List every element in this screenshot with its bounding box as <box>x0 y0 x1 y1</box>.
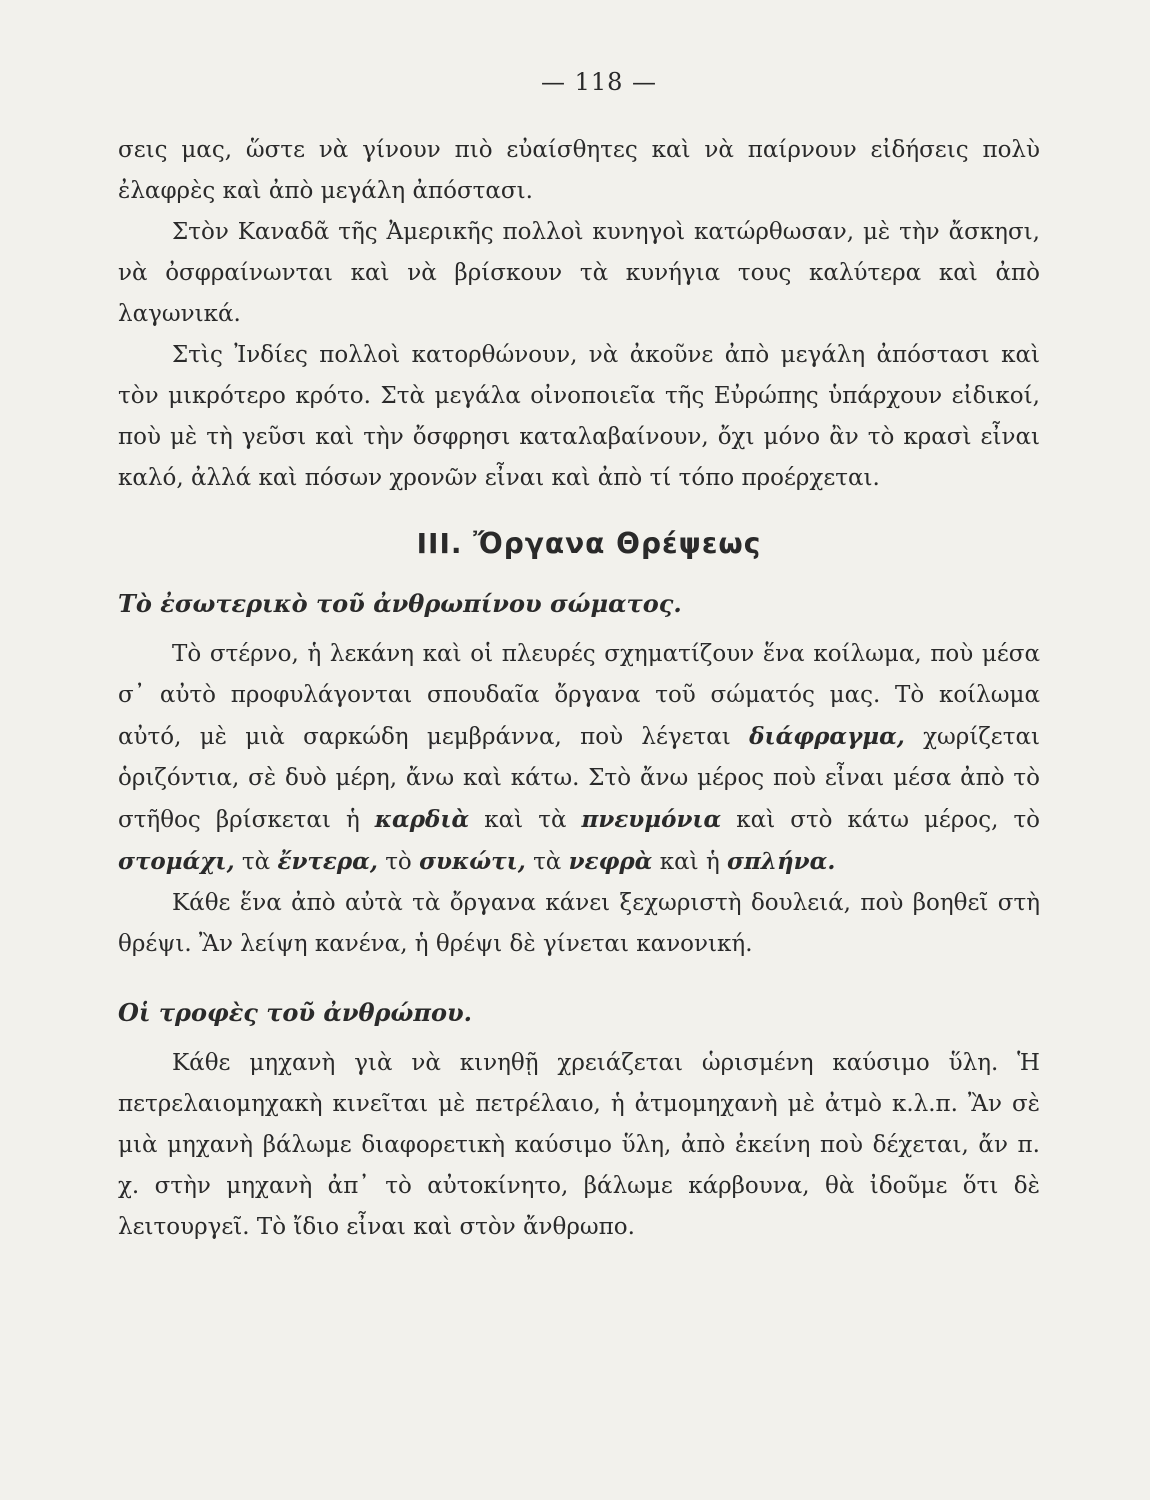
term-kidneys: νεφρὰ <box>568 848 653 875</box>
paragraph-india: Στὶς Ἰνδίες πολλοὶ κατορθώνουν, νὰ ἀκοῦνε ἀπὸ μεγάλη ἀπόστασι καὶ τὸν μικρότερο κρότο. Στὰ μεγάλα οἰνοποιεῖα τῆς Εὐρώπης ὑπάρχουν εἰδικοί, ποὺ μὲ τὴ γεῦσι καὶ τὴν ὄσφρησι καταλαβαίνουν, ὄχι μόνο ἂν τὸ κρασὶ εἶναι καλό, ἀλλά καὶ πόσων χρονῶν εἶναι καὶ ἀπὸ τί τόπο προέρχεται. <box>118 342 1040 491</box>
text-run: τὰ <box>533 849 562 875</box>
term-spleen: σπλήνα. <box>727 848 836 875</box>
term-liver: συκώτι, <box>419 848 526 875</box>
term-diaphragm: διάφραγμα, <box>749 723 905 750</box>
text-run: Τὸ στέρνο, ἡ λεκάνη καὶ οἱ πλευρές σχηματίζουν ἕνα κοίλωμα, ποὺ μέσα σ᾽ αὐτὸ προφυλάγονται σπουδαῖα ὄργανα τοῦ σώματός μας. Τὸ κοίλωμα αὐτό, μὲ μιὰ σαρκώδη μεμβράννα, ποὺ λέγεται <box>118 641 1040 750</box>
page-number: — 118 — <box>540 68 658 96</box>
section-heading-human-food: Οἱ τροφὲς τοῦ ἀνθρώπου. <box>118 998 472 1027</box>
paragraph-body-cavity <box>118 634 1040 883</box>
paragraph-continuation: σεις μας, ὥστε νὰ γίνουν πιὸ εὐαίσθητες καὶ νὰ παίρνουν εἰδήσεις πολὺ ἐλαφρὲς καὶ ἀπὸ μεγάλη ἀπόστασι. <box>118 137 1040 204</box>
paragraph-canada: Στὸν Καναδᾶ τῆς Ἀμερικῆς πολλοὶ κυνηγοὶ κατώρθωσαν, μὲ τὴν ἄσκησι, νὰ ὀσφραίνωνται καὶ νὰ βρίσκουν τὰ κυνήγια τους καλύτερα καὶ ἀπὸ λαγωνικά. <box>118 219 1040 327</box>
text-run: καὶ ἡ <box>659 849 720 875</box>
chapter-title: III. Ὄργανα Θρέψεως <box>416 527 762 560</box>
section-heading-body-interior: Τὸ ἐσωτερικὸ τοῦ ἀνθρωπίνου σώματος. <box>118 589 682 618</box>
text-run: καὶ τὰ <box>484 807 567 833</box>
text-run: τὸ <box>385 849 412 875</box>
paragraph-organs-function: Κάθε ἕνα ἀπὸ αὐτὰ τὰ ὄργανα κάνει ξεχωριστὴ δουλειά, ποὺ βοηθεῖ στὴ θρέψι. Ἂν λείψη κανένα, ἡ θρέψι δὲ γίνεται κανονική. <box>118 890 1040 957</box>
term-heart: καρδιὰ <box>374 806 470 833</box>
term-lungs: πνευμόνια <box>581 806 722 833</box>
text-run: χωρίζεται ὁριζόντια, σὲ δυὸ μέρη, ἄνω καὶ κάτω. Στὸ ἄνω μέρος ποὺ εἶναι μέσα ἀπὸ τὸ στῆθος βρίσκεται ἡ <box>118 724 1040 833</box>
paragraph-fuel-analogy: Κάθε μηχανὴ γιὰ νὰ κινηθῇ χρειάζεται ὡρισμένη καύσιμο ὕλη. Ἡ πετρελαιομηχακὴ κινεῖται μὲ πετρέλαιο, ἡ ἀτμομηχανὴ μὲ ἀτμὸ κ.λ.π. Ἂν σὲ μιὰ μηχανὴ βάλωμε διαφορετικὴ καύσιμο ὕλη, ἀπὸ ἐκείνη ποὺ δέχεται, ἄν π. χ. στὴν μηχανὴ ἀπ᾽ τὸ αὐτοκίνητο, βάλωμε κάρβουνα, θὰ ἰδοῦμε ὅτι δὲ λειτουργεῖ. Τὸ ἴδιο εἶναι καὶ στὸν ἄνθρωπο. <box>118 1050 1040 1240</box>
term-stomach: στομάχι, <box>118 848 235 875</box>
text-run: τὰ <box>241 849 271 875</box>
spacer <box>118 965 1040 979</box>
term-intestines: ἔντερα, <box>277 848 378 875</box>
text-run: καὶ στὸ κάτω μέρος, τὸ <box>736 807 1041 833</box>
